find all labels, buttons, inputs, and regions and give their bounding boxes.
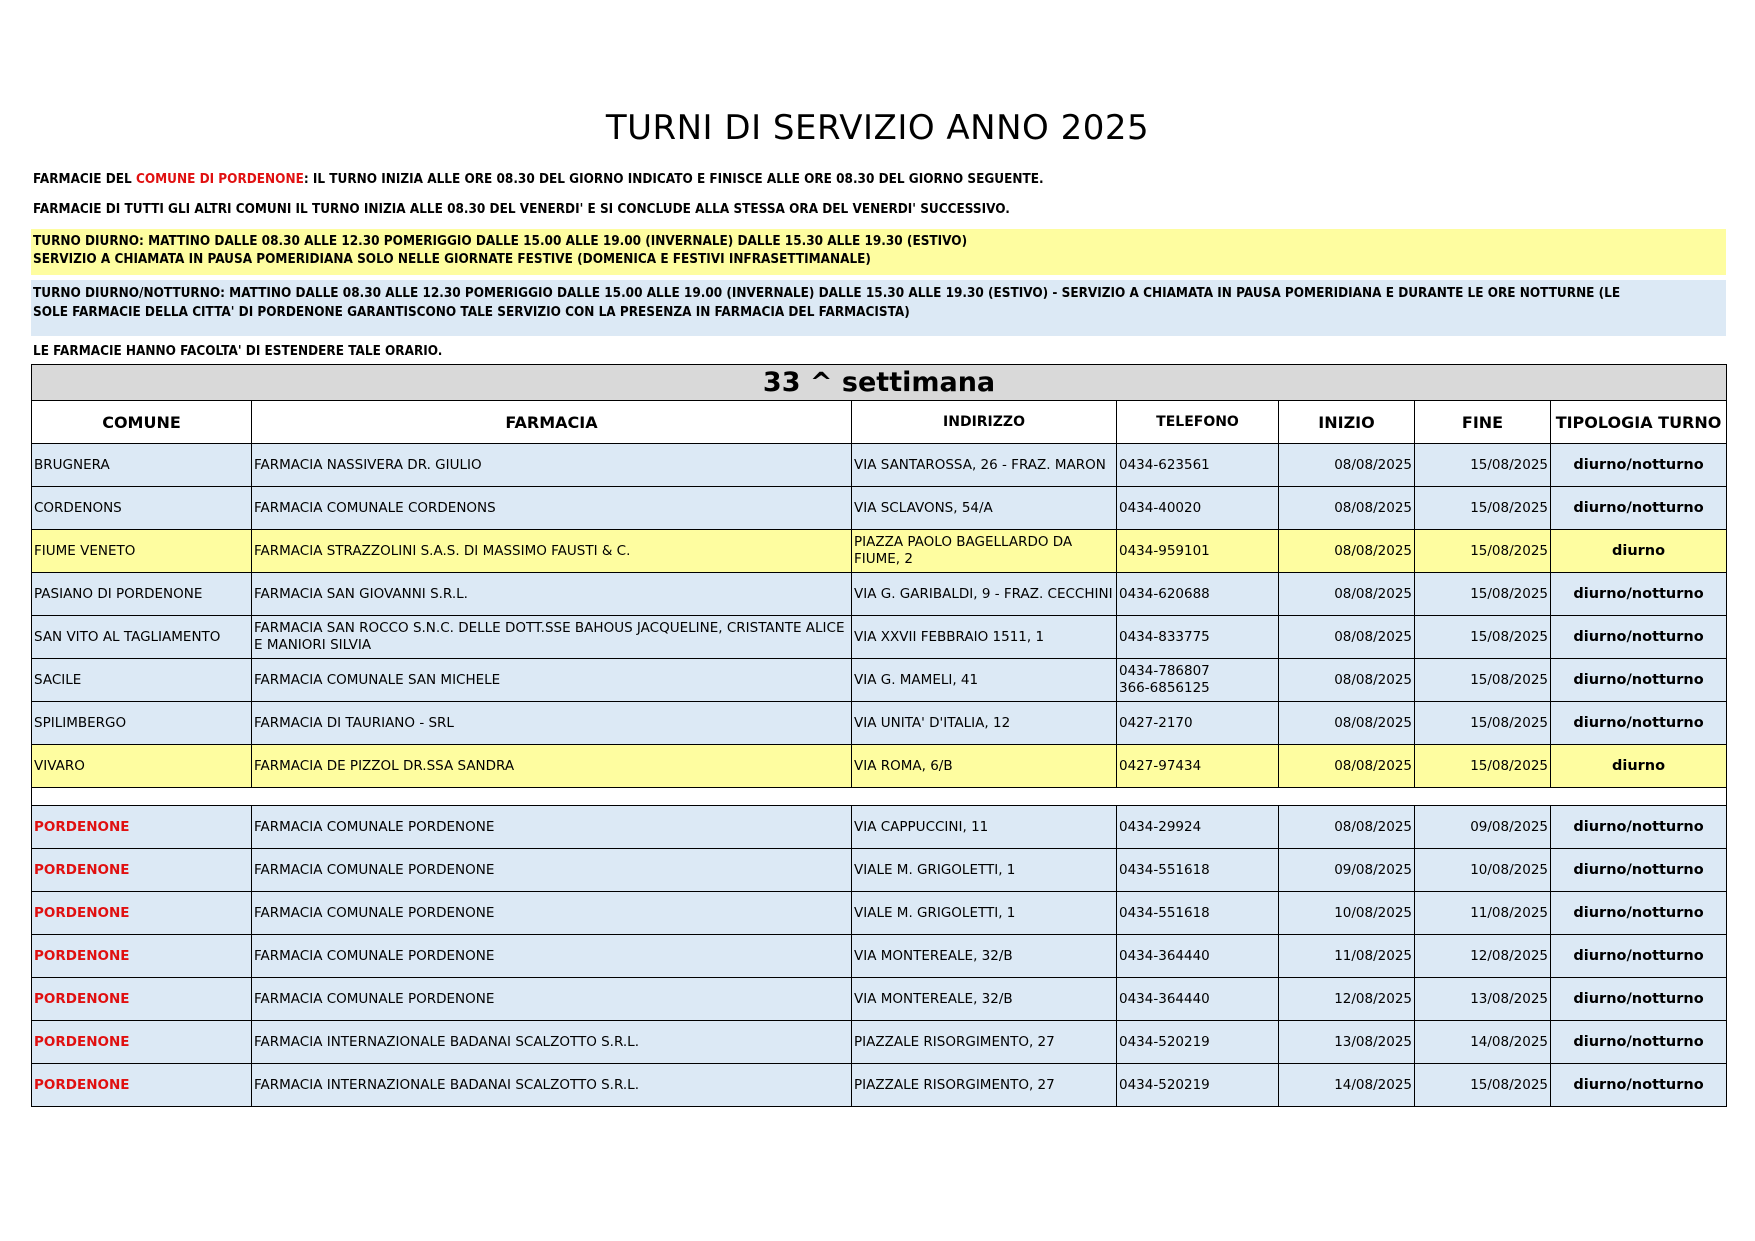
cell-comune: VIVARO	[32, 745, 252, 788]
cell-inizio: 08/08/2025	[1279, 659, 1415, 702]
cell-inizio: 08/08/2025	[1279, 702, 1415, 745]
cell-comune: PASIANO DI PORDENONE	[32, 573, 252, 616]
cell-indirizzo: VIA G. MAMELI, 41	[852, 659, 1117, 702]
cell-comune: PORDENONE	[32, 935, 252, 978]
cell-telefono: 0434-40020	[1117, 487, 1279, 530]
page-title: TURNI DI SERVIZIO ANNO 2025	[605, 108, 1150, 148]
cell-indirizzo: VIA CAPPUCCINI, 11	[852, 806, 1117, 849]
cell-farmacia: FARMACIA NASSIVERA DR. GIULIO	[252, 444, 852, 487]
table-row	[32, 978, 1727, 1021]
cell-telefono: 0434-520219	[1117, 1021, 1279, 1064]
cell-inizio: 08/08/2025	[1279, 616, 1415, 659]
cell-tipologia: diurno	[1551, 745, 1727, 788]
cell-telefono: 0434-551618	[1117, 849, 1279, 892]
cell-comune: FIUME VENETO	[32, 530, 252, 573]
header-comune: COMUNE	[32, 401, 252, 444]
cell-telefono: 0434-551618	[1117, 892, 1279, 935]
cell-comune: SACILE	[32, 659, 252, 702]
table-row	[32, 806, 1727, 849]
header-fine: FINE	[1415, 401, 1551, 444]
cell-comune: PORDENONE	[32, 892, 252, 935]
cell-indirizzo: VIALE M. GRIGOLETTI, 1	[852, 892, 1117, 935]
comune-pordenone-highlight: COMUNE DI PORDENONE	[135, 172, 304, 187]
telefono-primary: 0434-786807	[1119, 663, 1210, 679]
cell-farmacia: FARMACIA STRAZZOLINI S.A.S. DI MASSIMO FAUSTI & C.	[252, 530, 852, 573]
cell-farmacia: FARMACIA COMUNALE CORDENONS	[252, 487, 852, 530]
cell-comune: CORDENONS	[32, 487, 252, 530]
cell-telefono: 0427-97434	[1117, 745, 1279, 788]
cell-tipologia: diurno/notturno	[1551, 1064, 1727, 1107]
cell-comune: PORDENONE	[32, 1064, 252, 1107]
cell-tipologia: diurno/notturno	[1551, 978, 1727, 1021]
cell-farmacia: FARMACIA DI TAURIANO - SRL	[252, 702, 852, 745]
cell-farmacia: FARMACIA SAN ROCCO S.N.C. DELLE DOTT.SSE BAHOUS JACQUELINE, CRISTANTE ALICE E MANIORI SILVIA	[252, 616, 852, 659]
note-prefix: FARMACIE DEL	[33, 172, 136, 187]
cell-fine: 10/08/2025	[1415, 849, 1551, 892]
turno-diurno-line-2: SERVIZIO A CHIAMATA IN PAUSA POMERIDIANA SOLO NELLE GIORNATE FESTIVE (DOMENICA E FESTIVI INFRASETTIMANALE)	[33, 252, 871, 267]
turno-diurno-notturno-band	[31, 280, 1726, 336]
table-row	[32, 702, 1727, 745]
cell-fine: 14/08/2025	[1415, 1021, 1551, 1064]
cell-farmacia: FARMACIA COMUNALE PORDENONE	[252, 849, 852, 892]
turno-notturno-line-1: TURNO DIURNO/NOTTURNO: MATTINO DALLE 08.30 ALLE 12.30 POMERIGGIO DALLE 15.00 ALLE 19.00 (INVERNALE) DALLE 15.30 ALLE 19.30 (ESTIVO) - SERVIZIO A CHIAMATA IN PAUSA POMERIDIANA E DURANTE LE ORE NOTTURNE (LE	[33, 286, 1621, 301]
cell-inizio: 08/08/2025	[1279, 444, 1415, 487]
cell-comune: BRUGNERA	[32, 444, 252, 487]
cell-telefono: 0434-520219	[1117, 1064, 1279, 1107]
cell-tipologia: diurno/notturno	[1551, 616, 1727, 659]
table-spacer-row	[32, 788, 1727, 806]
cell-fine: 15/08/2025	[1415, 616, 1551, 659]
cell-indirizzo: PIAZZA PAOLO BAGELLARDO DA FIUME, 2	[852, 530, 1117, 573]
table-header-row	[32, 401, 1727, 444]
cell-fine: 15/08/2025	[1415, 1064, 1551, 1107]
cell-indirizzo: VIA MONTEREALE, 32/B	[852, 978, 1117, 1021]
header-indirizzo: INDIRIZZO	[852, 401, 1117, 444]
table-row	[32, 849, 1727, 892]
pordenone-hours-note	[33, 172, 1044, 187]
cell-farmacia: FARMACIA DE PIZZOL DR.SSA SANDRA	[252, 745, 852, 788]
cell-farmacia: FARMACIA COMUNALE PORDENONE	[252, 935, 852, 978]
cell-telefono	[1117, 659, 1279, 702]
cell-telefono: 0434-364440	[1117, 935, 1279, 978]
telefono-secondary: 366-6856125	[1119, 680, 1210, 696]
cell-farmacia: FARMACIA INTERNAZIONALE BADANAI SCALZOTTO S.R.L.	[252, 1064, 852, 1107]
cell-indirizzo: VIA XXVII FEBBRAIO 1511, 1	[852, 616, 1117, 659]
cell-fine: 15/08/2025	[1415, 745, 1551, 788]
cell-fine: 09/08/2025	[1415, 806, 1551, 849]
cell-farmacia: FARMACIA COMUNALE PORDENONE	[252, 892, 852, 935]
cell-inizio: 13/08/2025	[1279, 1021, 1415, 1064]
cell-fine: 15/08/2025	[1415, 702, 1551, 745]
cell-tipologia: diurno/notturno	[1551, 935, 1727, 978]
cell-inizio: 10/08/2025	[1279, 892, 1415, 935]
cell-inizio: 08/08/2025	[1279, 806, 1415, 849]
cell-farmacia: FARMACIA INTERNAZIONALE BADANAI SCALZOTTO S.R.L.	[252, 1021, 852, 1064]
cell-fine: 15/08/2025	[1415, 444, 1551, 487]
cell-inizio: 08/08/2025	[1279, 487, 1415, 530]
week-label: 33 ^ settimana	[32, 365, 1727, 401]
header-farmacia: FARMACIA	[252, 401, 852, 444]
table-row	[32, 892, 1727, 935]
cell-comune: PORDENONE	[32, 806, 252, 849]
cell-indirizzo: VIA G. GARIBALDI, 9 - FRAZ. CECCHINI	[852, 573, 1117, 616]
header-telefono: TELEFONO	[1117, 401, 1279, 444]
header-tipologia: TIPOLOGIA TURNO	[1551, 401, 1727, 444]
turno-notturno-line-2: SOLE FARMACIE DELLA CITTA' DI PORDENONE GARANTISCONO TALE SERVIZIO CON LA PRESENZA IN FARMACIA DEL FARMACISTA)	[33, 305, 910, 320]
table-row	[32, 935, 1727, 978]
table-row	[32, 1064, 1727, 1107]
other-comuni-note: FARMACIE DI TUTTI GLI ALTRI COMUNI IL TURNO INIZIA ALLE 08.30 DEL VENERDI' E SI CONCLUDE ALLA STESSA ORA DEL VENERDI' SUCCESSIVO.	[33, 202, 1010, 217]
cell-fine: 15/08/2025	[1415, 573, 1551, 616]
cell-tipologia: diurno	[1551, 530, 1727, 573]
cell-farmacia: FARMACIA COMUNALE SAN MICHELE	[252, 659, 852, 702]
cell-telefono: 0427-2170	[1117, 702, 1279, 745]
cell-fine: 15/08/2025	[1415, 659, 1551, 702]
cell-telefono: 0434-623561	[1117, 444, 1279, 487]
cell-indirizzo: VIALE M. GRIGOLETTI, 1	[852, 849, 1117, 892]
cell-tipologia: diurno/notturno	[1551, 444, 1727, 487]
cell-indirizzo: VIA ROMA, 6/B	[852, 745, 1117, 788]
cell-comune: PORDENONE	[32, 849, 252, 892]
cell-inizio: 12/08/2025	[1279, 978, 1415, 1021]
cell-indirizzo: PIAZZALE RISORGIMENTO, 27	[852, 1021, 1117, 1064]
table-row	[32, 530, 1727, 573]
cell-comune: PORDENONE	[32, 1021, 252, 1064]
cell-fine: 13/08/2025	[1415, 978, 1551, 1021]
table-row	[32, 444, 1727, 487]
table-row	[32, 1021, 1727, 1064]
cell-inizio: 09/08/2025	[1279, 849, 1415, 892]
cell-indirizzo: PIAZZALE RISORGIMENTO, 27	[852, 1064, 1117, 1107]
table-row	[32, 745, 1727, 788]
cell-comune: SAN VITO AL TAGLIAMENTO	[32, 616, 252, 659]
extend-hours-note: LE FARMACIE HANNO FACOLTA' DI ESTENDERE TALE ORARIO.	[33, 344, 443, 359]
cell-tipologia: diurno/notturno	[1551, 849, 1727, 892]
cell-inizio: 14/08/2025	[1279, 1064, 1415, 1107]
table-row	[32, 659, 1727, 702]
cell-telefono: 0434-364440	[1117, 978, 1279, 1021]
cell-inizio: 11/08/2025	[1279, 935, 1415, 978]
cell-telefono: 0434-833775	[1117, 616, 1279, 659]
cell-farmacia: FARMACIA COMUNALE PORDENONE	[252, 806, 852, 849]
note-suffix: : IL TURNO INIZIA ALLE ORE 08.30 DEL GIORNO INDICATO E FINISCE ALLE ORE 08.30 DEL GIORNO SEGUENTE.	[303, 172, 1044, 187]
cell-farmacia: FARMACIA SAN GIOVANNI S.R.L.	[252, 573, 852, 616]
turno-diurno-band	[31, 229, 1726, 275]
cell-tipologia: diurno/notturno	[1551, 659, 1727, 702]
cell-tipologia: diurno/notturno	[1551, 702, 1727, 745]
cell-fine: 11/08/2025	[1415, 892, 1551, 935]
spacer-cell	[32, 788, 1727, 806]
turni-table	[31, 364, 1727, 1107]
table-row	[32, 573, 1727, 616]
cell-telefono: 0434-959101	[1117, 530, 1279, 573]
cell-comune: PORDENONE	[32, 978, 252, 1021]
cell-indirizzo: VIA UNITA' D'ITALIA, 12	[852, 702, 1117, 745]
table-row	[32, 616, 1727, 659]
cell-fine: 15/08/2025	[1415, 487, 1551, 530]
cell-farmacia: FARMACIA COMUNALE PORDENONE	[252, 978, 852, 1021]
cell-inizio: 08/08/2025	[1279, 745, 1415, 788]
cell-tipologia: diurno/notturno	[1551, 487, 1727, 530]
cell-fine: 15/08/2025	[1415, 530, 1551, 573]
cell-tipologia: diurno/notturno	[1551, 1021, 1727, 1064]
cell-tipologia: diurno/notturno	[1551, 892, 1727, 935]
table-row	[32, 487, 1727, 530]
cell-tipologia: diurno/notturno	[1551, 806, 1727, 849]
turno-diurno-line-1: TURNO DIURNO: MATTINO DALLE 08.30 ALLE 12.30 POMERIGGIO DALLE 15.00 ALLE 19.00 (INVERNALE) DALLE 15.30 ALLE 19.30 (ESTIVO)	[33, 234, 968, 249]
cell-telefono: 0434-620688	[1117, 573, 1279, 616]
header-inizio: INIZIO	[1279, 401, 1415, 444]
cell-comune: SPILIMBERGO	[32, 702, 252, 745]
cell-telefono: 0434-29924	[1117, 806, 1279, 849]
cell-indirizzo: VIA SCLAVONS, 54/A	[852, 487, 1117, 530]
cell-inizio: 08/08/2025	[1279, 573, 1415, 616]
cell-fine: 12/08/2025	[1415, 935, 1551, 978]
cell-indirizzo: VIA SANTAROSSA, 26 - FRAZ. MARON	[852, 444, 1117, 487]
cell-indirizzo: VIA MONTEREALE, 32/B	[852, 935, 1117, 978]
cell-tipologia: diurno/notturno	[1551, 573, 1727, 616]
cell-inizio: 08/08/2025	[1279, 530, 1415, 573]
